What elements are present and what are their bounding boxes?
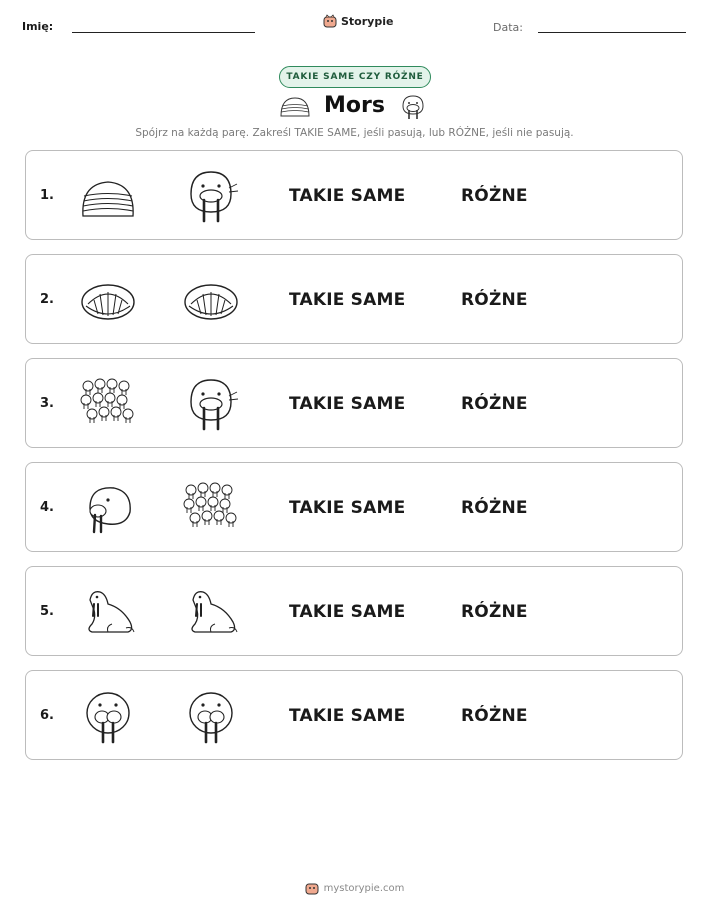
exercise-row (25, 566, 683, 656)
exercise-row (25, 670, 683, 760)
option-same[interactable]: TAKIE SAME (289, 186, 406, 206)
storypie-mascot-icon (323, 14, 337, 28)
option-different[interactable]: RÓŻNE (461, 290, 528, 310)
worksheet-type-badge: TAKIE SAME CZY RÓŻNE (279, 66, 431, 88)
option-same[interactable]: TAKIE SAME (289, 394, 406, 414)
clam-shell-icon (78, 270, 138, 330)
row-number: 5. (40, 604, 54, 619)
name-line[interactable] (72, 32, 255, 33)
walrus-face-icon (181, 374, 241, 434)
clam-shell-icon (181, 270, 241, 330)
walrus-body-icon (181, 582, 241, 642)
row-number: 1. (40, 188, 54, 203)
option-different[interactable]: RÓŻNE (461, 394, 528, 414)
option-same[interactable]: TAKIE SAME (289, 290, 406, 310)
brand-logo (323, 14, 393, 28)
instructions: Spójrz na każdą parę. Zakreśl TAKIE SAME, jeśli pasują, lub RÓŻNE, jeśli nie pasują. (135, 127, 574, 139)
row-number: 4. (40, 500, 54, 515)
row-number: 6. (40, 708, 54, 723)
footer-url: mystorypie.com (323, 882, 405, 894)
walrus-face-icon (181, 166, 241, 226)
exercise-row (25, 462, 683, 552)
name-label: Imię: (22, 20, 54, 33)
brand-name: Storypie (341, 14, 394, 28)
exercise-row (25, 150, 683, 240)
walrus-face-round-icon (78, 686, 138, 746)
blubber-layers-icon (78, 166, 138, 226)
date-label: Data: (493, 21, 523, 34)
exercise-row (25, 254, 683, 344)
option-different[interactable]: RÓŻNE (461, 602, 528, 622)
date-line[interactable] (538, 32, 686, 33)
walrus-body-icon (78, 582, 138, 642)
option-different[interactable]: RÓŻNE (461, 706, 528, 726)
walrus-herd-icon (78, 374, 138, 434)
walrus-face-icon (398, 92, 428, 122)
walrus-head-profile-icon (78, 478, 138, 538)
storypie-mascot-icon (305, 881, 319, 895)
walrus-herd-icon (181, 478, 241, 538)
option-same[interactable]: TAKIE SAME (289, 602, 406, 622)
blubber-layers-icon (279, 94, 311, 120)
footer (0, 881, 709, 895)
option-same[interactable]: TAKIE SAME (289, 498, 406, 518)
walrus-face-round-icon (181, 686, 241, 746)
option-same[interactable]: TAKIE SAME (289, 706, 406, 726)
exercise-row (25, 358, 683, 448)
row-number: 3. (40, 396, 54, 411)
row-number: 2. (40, 292, 54, 307)
page-title: Mors (324, 93, 385, 118)
option-different[interactable]: RÓŻNE (461, 186, 528, 206)
option-different[interactable]: RÓŻNE (461, 498, 528, 518)
